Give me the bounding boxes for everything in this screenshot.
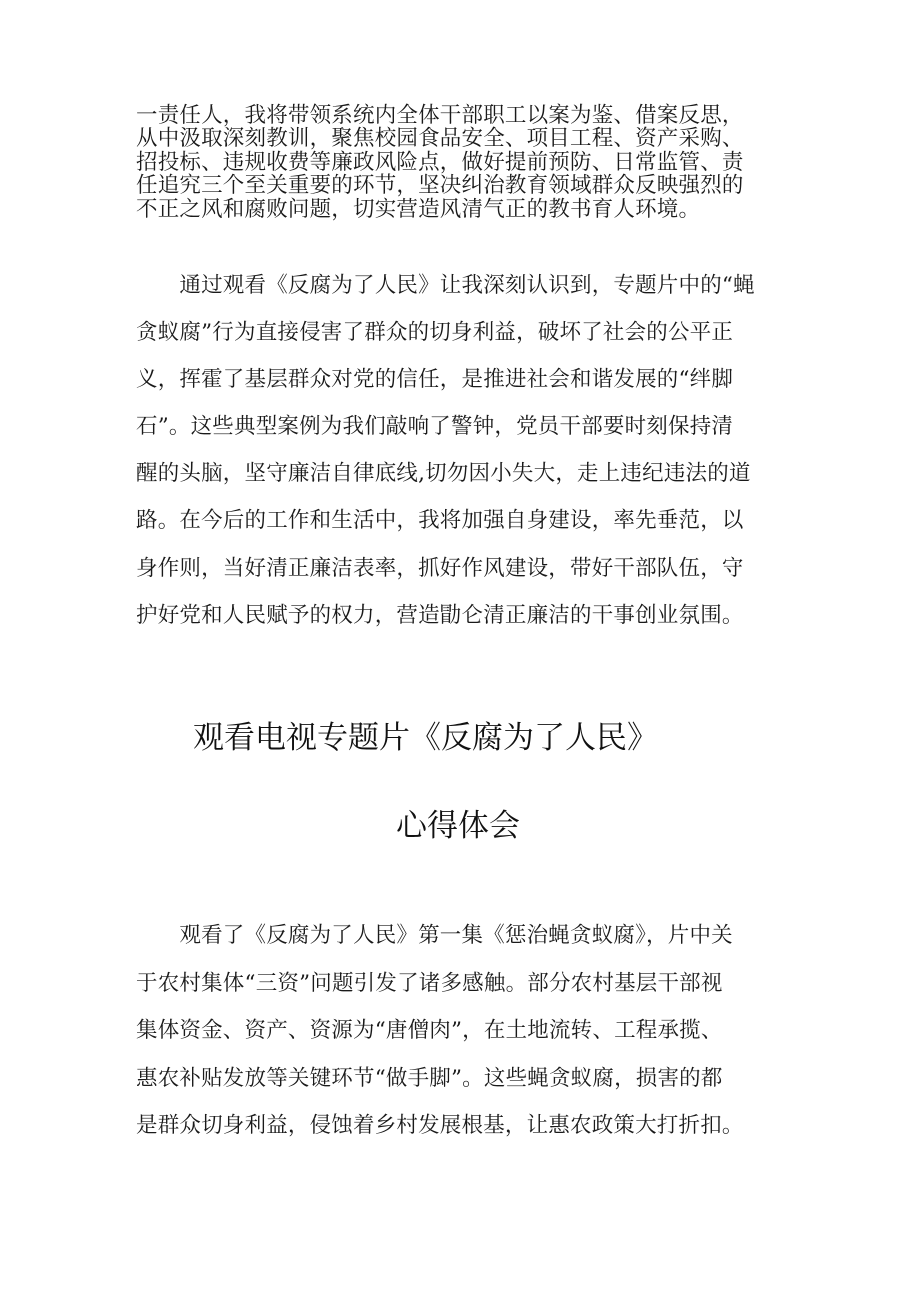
third-paragraph (136, 912, 796, 1150)
text-line: 任追究三个至关重要的环节，坚决纠治教育领域群众反映强烈的 (136, 173, 744, 199)
article-title: 观看电视专题片《反腐为了人民》 (193, 720, 658, 756)
text-line: 护好党和人民赋予的权力，营造勖仑清正廉洁的干事创业氛围。 (136, 602, 744, 628)
text-line: 路。在今后的工作和生活中，我将加强自身建设，率先垂范，以 (136, 508, 744, 534)
text-line: 不正之风和腐败问题，切实营造风清气正的教书育人环境。 (136, 196, 701, 222)
text-line: 贪蚁腐”行为直接侵害了群众的切身利益，破坏了社会的公平正 (136, 320, 734, 346)
text-line: 于农村集体“三资”问题引发了诸多感触。部分农村基层干部视 (136, 970, 723, 996)
top-paragraph (136, 104, 796, 221)
text-line: 观看了《反腐为了人民》第一集《惩治蝇贪蚁腐》，片中关 (136, 923, 733, 948)
text-line: 是群众切身利益，侵蚀着乡村发展根基，让惠农政策大打折扣。 (136, 1113, 744, 1138)
text-line: 通过观看《反腐为了人民》让我深刻认识到，专题片中的“蝇 (136, 273, 755, 298)
text-line: 一责任人，我将带领系统内全体干部职工以案为鉴、借案反思， (136, 103, 744, 128)
text-line: 石”。这些典型案例为我们敲响了警钟，党员干部要时刻保持清 (136, 414, 734, 440)
text-line: 义，挥霍了基层群众对党的信任，是推进社会和谐发展的“绊脚 (136, 367, 734, 393)
text-line: 惠农补贴发放等关键环节“做手脚”。这些蝇贪蚁腐，损害的都 (136, 1065, 723, 1091)
text-line: 招投标、违规收费等廉政风险点，做好提前预防、日常监管、责 (136, 149, 744, 175)
article-subtitle: 心得体会 (396, 808, 520, 844)
text-line: 从中汲取深刻教训，聚焦校园食品安全、项目工程、资产采购、 (136, 126, 744, 152)
text-line: 集体资金、资产、资源为“唐僧肉”，在土地流转、工程承揽、 (136, 1018, 723, 1043)
text-line: 醒的头脑，坚守廉洁自律底线,切勿因小失大，走上违纪违法的道 (136, 461, 751, 487)
text-line: 身作则，当好清正廉洁表率，抓好作风建设，带好干部队伍，守 (136, 555, 744, 581)
second-paragraph (136, 262, 796, 639)
